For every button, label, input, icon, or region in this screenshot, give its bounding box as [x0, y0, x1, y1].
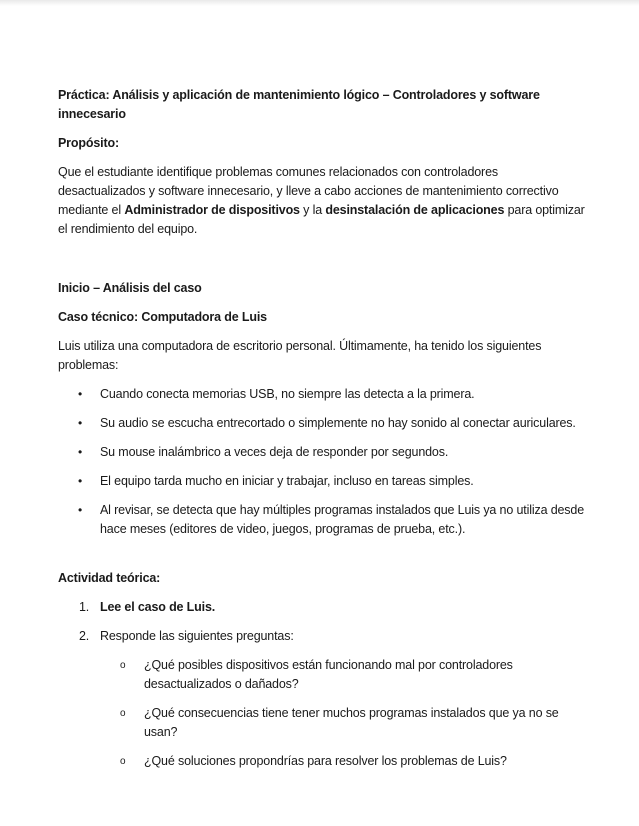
question-text: ¿Qué consecuencias tiene tener muchos programas instalados que ya no se usan? — [144, 706, 559, 739]
bullet-icon: • — [78, 503, 83, 517]
question-text: ¿Qué posibles dispositivos están funcionando mal por controladores desactualizados o dañados? — [144, 658, 513, 691]
problem-text: Cuando conecta memorias USB, no siempre las detecta a la primera. — [100, 387, 475, 401]
problems-list — [58, 385, 588, 539]
step-text: Responde las siguientes preguntas: — [100, 629, 294, 643]
list-item — [58, 385, 588, 404]
step-text: Lee el caso de Luis. — [100, 600, 216, 614]
list-item — [58, 598, 588, 617]
steps-list — [58, 598, 588, 771]
problem-text: El equipo tarda mucho en iniciar y trabajar, incluso en tareas simples. — [100, 474, 474, 488]
document-page — [58, 86, 588, 781]
purpose-heading: Propósito: — [58, 136, 119, 150]
step-number: 1. — [79, 600, 90, 614]
list-item — [58, 501, 588, 539]
list-item — [58, 627, 588, 771]
purpose-text-part3: para optimizar el rendimiento del equipo. — [58, 203, 585, 236]
list-item — [100, 704, 588, 742]
purpose-text-part1: Que el estudiante identifique problemas comunes relacionados con controladores desactualizados y software innecesario, y lleve a cabo acciones de mantenimiento correctivo mediante el — [58, 165, 559, 217]
step-number: 2. — [79, 629, 90, 643]
start-heading: Inicio – Análisis del caso — [58, 281, 202, 295]
circle-bullet-icon: o — [120, 708, 126, 719]
bullet-icon: • — [78, 387, 83, 401]
bullet-icon: • — [78, 445, 83, 459]
case-heading: Caso técnico: Computadora de Luis — [58, 310, 267, 324]
list-item — [58, 472, 588, 491]
circle-bullet-icon: o — [120, 756, 126, 767]
problem-text: Su mouse inalámbrico a veces deja de responder por segundos. — [100, 445, 449, 459]
document-title: Práctica: Análisis y aplicación de mantenimiento lógico – Controladores y software innecesario — [58, 88, 540, 121]
list-item — [58, 443, 588, 462]
activity-heading: Actividad teórica: — [58, 571, 161, 585]
purpose-paragraph — [58, 163, 588, 239]
case-intro: Luis utiliza una computadora de escritorio personal. Últimamente, ha tenido los siguientes problemas: — [58, 339, 542, 372]
list-item — [58, 414, 588, 433]
list-item — [100, 656, 588, 694]
questions-list — [100, 656, 588, 771]
page-top-edge — [0, 0, 639, 6]
purpose-bold-uninstall: desinstalación de aplicaciones — [325, 203, 505, 217]
bullet-icon: • — [78, 474, 83, 488]
purpose-bold-device-manager: Administrador de dispositivos — [124, 203, 300, 217]
circle-bullet-icon: o — [120, 660, 126, 671]
bullet-icon: • — [78, 416, 83, 430]
purpose-text-part2: y la — [299, 203, 326, 217]
problem-text: Al revisar, se detecta que hay múltiples programas instalados que Luis ya no utiliza desde hace meses (editores de video, juegos, programas de prueba, etc.). — [100, 503, 585, 536]
question-text: ¿Qué soluciones propondrías para resolver los problemas de Luis? — [144, 754, 507, 768]
problem-text: Su audio se escucha entrecortado o simplemente no hay sonido al conectar auriculares. — [100, 416, 576, 430]
list-item — [100, 752, 588, 771]
